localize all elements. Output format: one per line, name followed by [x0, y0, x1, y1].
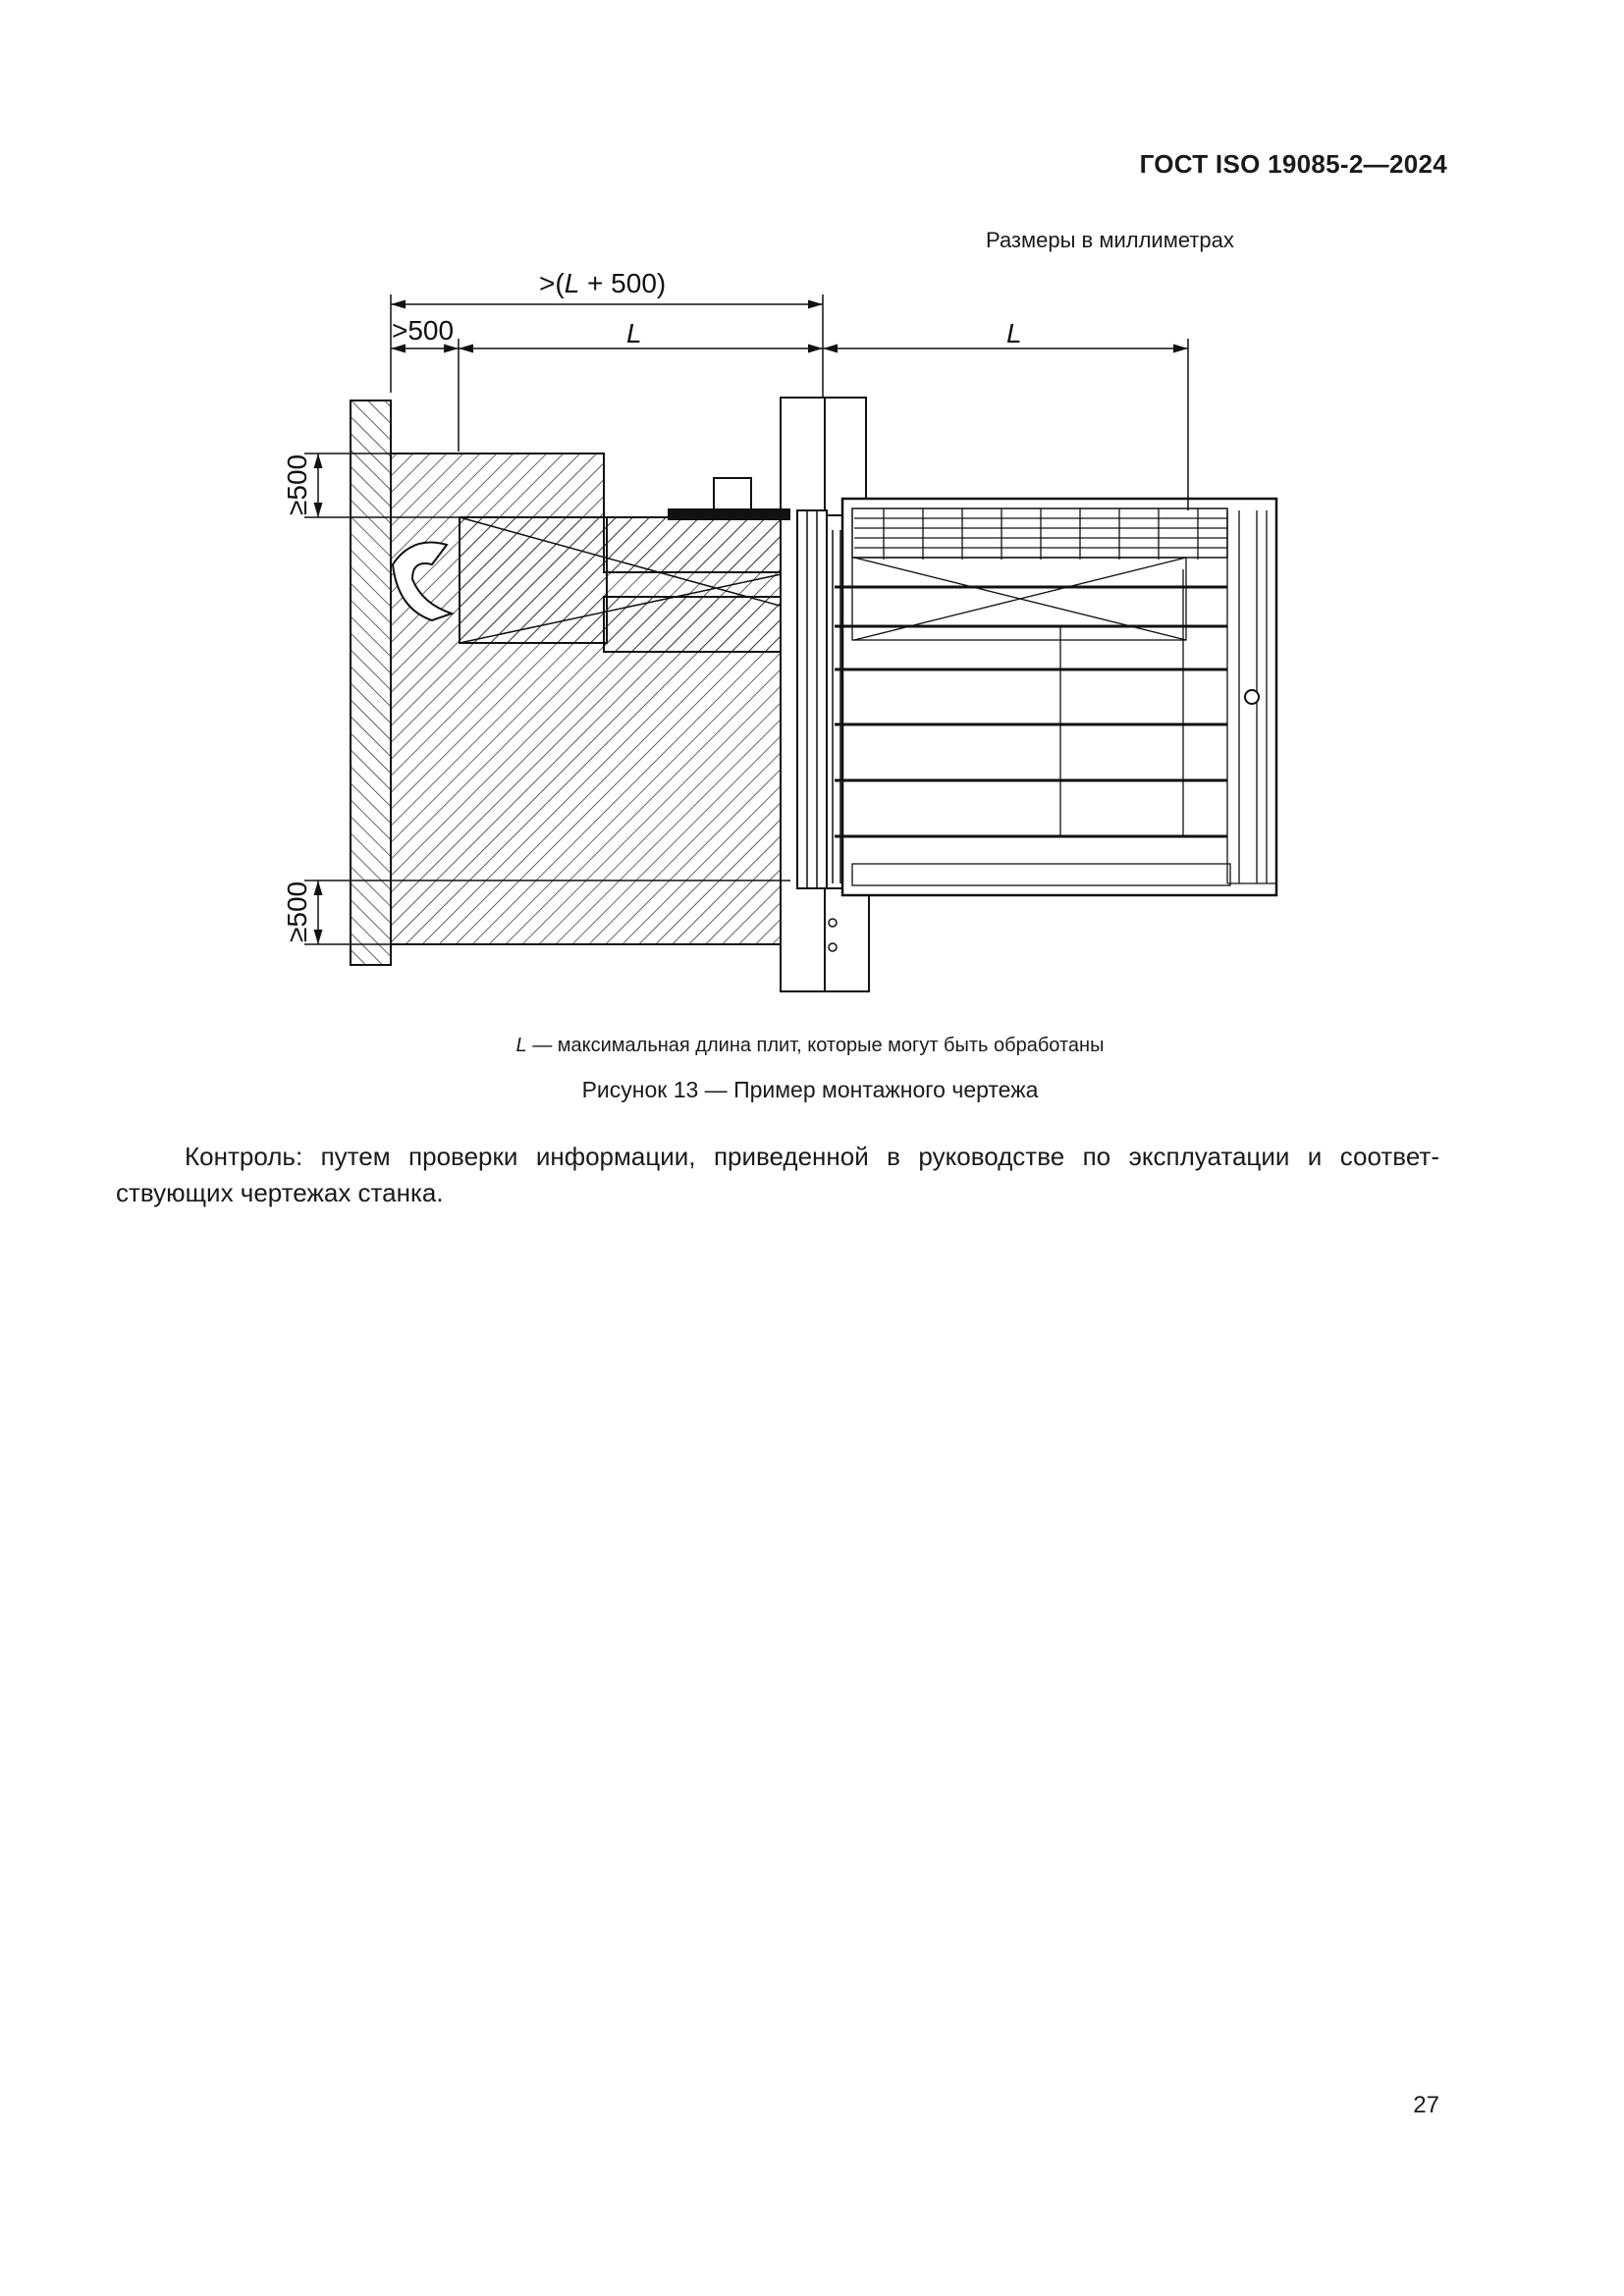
mounting-drawing: [0, 0, 1624, 1021]
dimension-total-label: >(L + 500): [539, 268, 667, 298]
machine-table: [835, 499, 1276, 895]
control-paragraph: [116, 1139, 1439, 1211]
dimension-length-right-label: L: [1006, 318, 1022, 348]
document-standard-code: ГОСТ ISO 19085-2—2024: [1139, 149, 1447, 179]
dimension-clearance-left-label: >500: [392, 315, 455, 346]
figure-legend: [0, 1035, 1622, 1057]
dimension-clearance-top-label: ≥500: [282, 454, 312, 515]
page-number: 27: [1413, 2092, 1439, 2118]
dimension-clearance-bottom-label: ≥500: [282, 881, 312, 942]
legend-variable: L: [515, 1035, 527, 1056]
legend-text: — максимальная длина плит, которые могут быть обработаны: [526, 1035, 1105, 1056]
dimension-length-left-label: L: [626, 318, 642, 348]
figure-caption: Рисунок 13 — Пример монтажного чертежа: [581, 1077, 1039, 1102]
figure-units-note: Размеры в миллиметрах: [986, 228, 1234, 252]
control-text: Контроль: путем проверки информации, приведенной в руководстве по эксплуатации и соответ-ствующих чертежах станка.: [116, 1142, 1439, 1207]
